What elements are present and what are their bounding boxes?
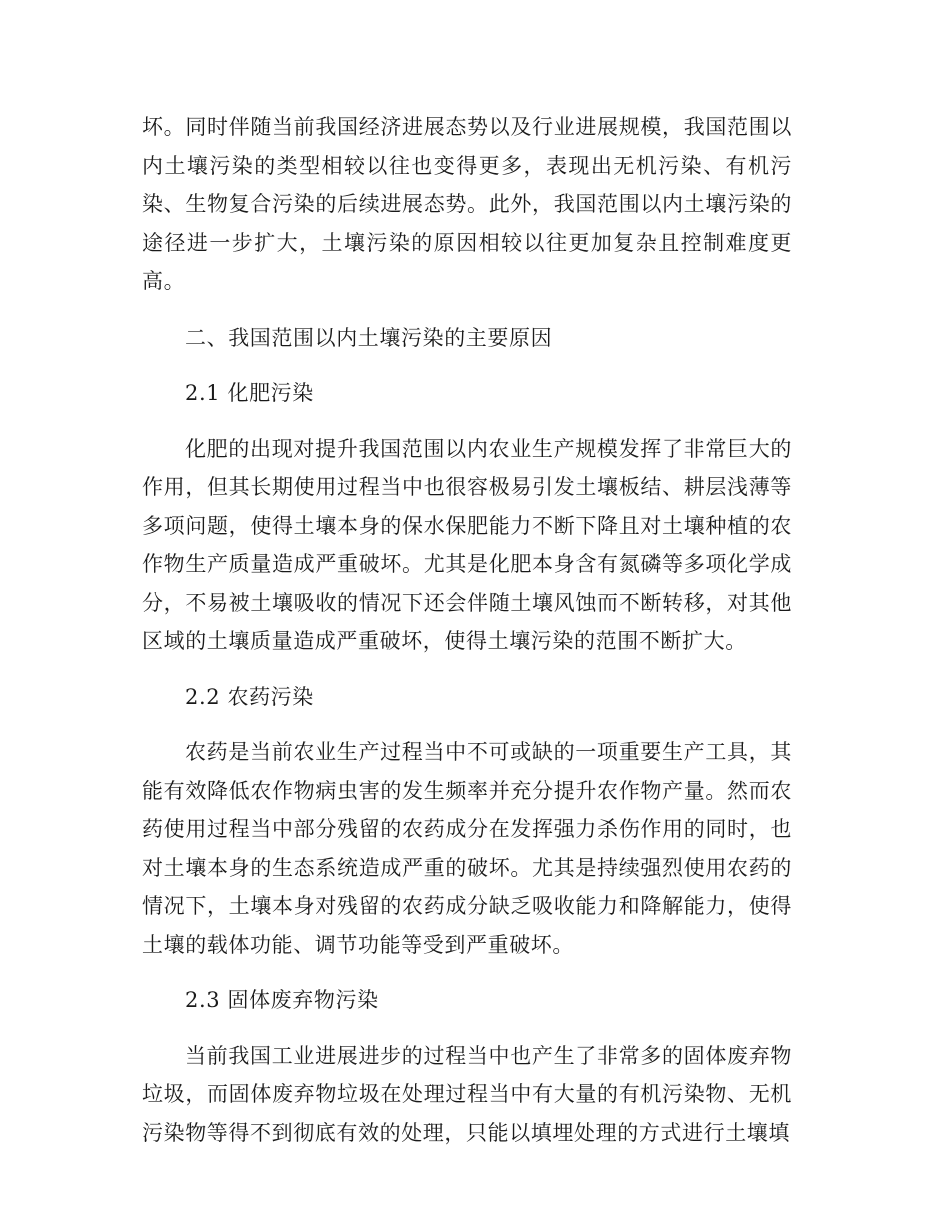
spacer: [142, 301, 792, 319]
subsection-heading-solid-waste: 2.3 固体废弃物污染: [185, 988, 379, 1012]
paragraph-fertilizer: 化肥的出现对提升我国范围以内农业生产规模发挥了非常巨大的作用，但其长期使用过程当中也很容极易引发土壤板结、耕层浅薄等多项问题，使得土壤本身的保水保肥能力不断下降且对土壤种植的农作物生产质量造成严重破坏。尤其是化肥本身含有氮磷等多项化学成分，不易被土壤吸收的情况下还会伴随土壤风蚀而不断转移，对其他区域的土壤质量造成严重破坏，使得土壤污染的范围不断扩大。: [142, 436, 792, 653]
spacer: [142, 1020, 792, 1037]
section-heading: 二、我国范围以内土壤污染的主要原因: [185, 325, 553, 350]
paragraph-continued: 坏。同时伴随当前我国经济进展态势以及行业进展规模，我国范围以内土壤污染的类型相较以往也变得更多，表现出无机污染、有机污染、生物复合污染的后续进展态势。此外，我国范围以内土壤污染的途径进一步扩大，土壤污染的原因相较以往更加复杂且控制难度更高。: [142, 115, 792, 293]
spacer: [142, 964, 792, 981]
spacer: [142, 413, 792, 430]
paragraph-pesticide: 农药是当前农业生产过程当中不可或缺的一项重要生产工具，其能有效降低农作物病虫害的发生频率并充分提升农作物产量。然而农药使用过程当中部分残留的农药成分在发挥强力杀伤作用的同时，也对土壤本身的生态系统造成严重的破坏。尤其是持续强烈使用农药的情况下，土壤本身对残留的农药成分缺乏吸收能力和降解能力，使得土壤的载体功能、调节功能等受到严重破坏。: [142, 740, 792, 957]
spacer: [142, 661, 792, 678]
subsection-heading-fertilizer: 2.1 化肥污染: [185, 381, 314, 405]
spacer: [142, 357, 792, 374]
paragraph-solid-waste: 当前我国工业进展进步的过程当中也产生了非常多的固体废弃物垃圾，而固体废弃物垃圾在处理过程当中有大量的有机污染物、无机污染物等得不到彻底有效的处理，只能以填埋处理的方式进行土壤填: [142, 1043, 792, 1145]
spacer: [142, 716, 792, 733]
document-body: [142, 108, 792, 1152]
subsection-heading-pesticide: 2.2 农药污染: [185, 684, 314, 709]
